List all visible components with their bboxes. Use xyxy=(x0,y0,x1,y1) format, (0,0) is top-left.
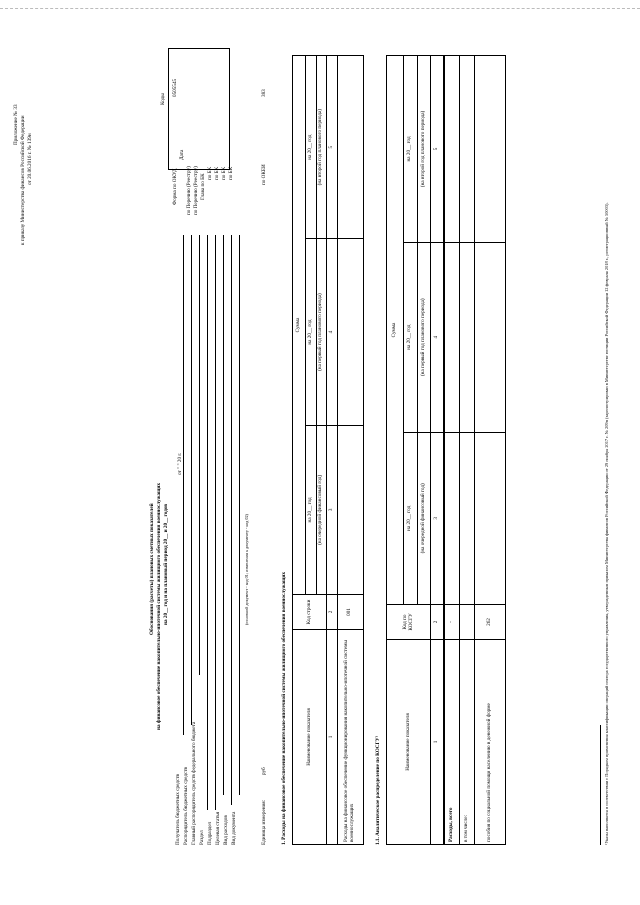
row-cell[interactable] xyxy=(337,239,363,425)
section11-table xyxy=(386,55,506,845)
code-label: по БК xyxy=(214,166,220,180)
order-line: к приказу Министерства финансов Российской Федерации xyxy=(20,115,26,245)
row-code xyxy=(460,605,475,640)
doc-title: Обоснования (расчеты) плановых сметных показателей xyxy=(149,503,155,635)
req-label: Получатель бюджетных средств xyxy=(175,774,181,845)
row-code: - xyxy=(444,605,459,640)
col-y1-sub: (на очередной финансовый год) xyxy=(417,432,431,604)
req-label: Главный распорядитель средств федерального бюджета xyxy=(191,721,197,845)
col-num: 3 xyxy=(431,432,445,604)
row-name: Расходы, всего xyxy=(444,640,459,845)
col-code-header: Код по КОСГУ xyxy=(387,605,431,640)
fill-line xyxy=(183,235,184,735)
col-y1-sub: (на очередной финансовый год) xyxy=(316,425,327,594)
row-name: пособия по социальной помощи населению в денежной форме xyxy=(475,640,506,845)
doc-type-hint: (основной документ - код 01; изменения к документу - код 02) xyxy=(244,514,249,625)
okei-code: 383 xyxy=(261,89,267,97)
footnote-rule xyxy=(600,725,601,845)
code-label: по БК xyxy=(221,166,227,180)
req-label: Целевая статья xyxy=(215,811,221,845)
unit-label: Единица измерения: xyxy=(261,799,267,845)
code-label: по БК xyxy=(207,166,213,180)
row-cell[interactable] xyxy=(460,242,475,432)
col-num: 3 xyxy=(327,425,338,594)
row-cell[interactable] xyxy=(337,56,363,239)
req-label: Распорядитель бюджетных средств xyxy=(183,767,189,845)
fill-line xyxy=(239,235,240,795)
row-code: 001 xyxy=(337,595,363,630)
col-name-header: Наименование показателя xyxy=(387,640,431,845)
row-cell[interactable] xyxy=(337,425,363,594)
doc-date: от " " 20 г. xyxy=(177,452,183,475)
col-num: 2 xyxy=(431,605,445,640)
req-label: Вид расходов xyxy=(223,815,229,845)
code-label: Форма по ОКУД xyxy=(172,168,178,205)
row-cell[interactable] xyxy=(475,56,506,243)
row-cell[interactable] xyxy=(460,432,475,604)
row-name: в том числе: xyxy=(460,640,475,845)
col-num: 5 xyxy=(431,56,445,243)
doc-title-line2: на финансовое обеспечение накопительно-ипотечной системы жилищного обеспечения военнослужащих xyxy=(156,482,162,730)
row-cell[interactable] xyxy=(460,56,475,243)
col-y2-header: на 20__ год xyxy=(306,239,317,425)
col-sum-header: Сумма xyxy=(293,56,306,595)
row-name: Расходы на финансовое обеспечение функционирования накопительно-ипотечной системы военнослужащих xyxy=(337,630,363,845)
fill-line xyxy=(231,235,232,805)
col-num: 1 xyxy=(431,640,445,845)
code-label: Дата xyxy=(179,149,185,160)
code-label: по Перечню (Реестру) xyxy=(186,166,192,215)
col-y2-sub: (на первый год планового периода) xyxy=(417,242,431,432)
fill-line xyxy=(207,235,208,810)
col-y3-sub: (на второй год планового периода) xyxy=(316,56,327,239)
col-y3-header: на 20__ год xyxy=(306,56,317,239)
okud-code: 0505545 xyxy=(172,78,178,97)
col-num: 2 xyxy=(327,595,338,630)
col-num: 4 xyxy=(431,242,445,432)
section1-table xyxy=(292,55,364,845)
doc-period: на 20__ год и на плановый период 20__ и 20__ годов xyxy=(163,503,169,625)
section11-title: 1.1. Аналитическое распределение по КОСГУ¹ xyxy=(375,735,381,845)
fill-line xyxy=(199,235,200,675)
req-label: Вид документа xyxy=(231,811,237,845)
fill-line xyxy=(191,235,192,725)
col-y1-header: на 20__ год xyxy=(404,432,418,604)
fill-line xyxy=(215,235,216,810)
col-y1-header: на 20__ год xyxy=(306,425,317,594)
row-cell[interactable] xyxy=(444,242,459,432)
row-cell[interactable] xyxy=(444,432,459,604)
col-code-header: Код строки xyxy=(293,595,327,630)
codes-box xyxy=(168,48,230,170)
row-cell[interactable] xyxy=(444,56,459,243)
col-y3-header: на 20__ год xyxy=(404,56,418,243)
col-name-header: Наименование показателя xyxy=(293,630,327,845)
order-date: от 20.06.2016 г. № 139н xyxy=(27,133,33,185)
codes-header: Коды xyxy=(160,93,166,105)
col-sum-header: Сумма xyxy=(387,56,404,605)
col-y3-sub: (на второй год планового периода) xyxy=(417,56,431,243)
okei-label: по ОКЕИ xyxy=(261,164,267,185)
col-num: 1 xyxy=(327,630,338,845)
row-cell[interactable] xyxy=(475,242,506,432)
code-label: по БК xyxy=(228,166,234,180)
col-y2-sub: (на первый год планового периода) xyxy=(316,239,327,425)
req-label: Раздел xyxy=(199,830,205,845)
col-y2-header: на 20__ год xyxy=(404,242,418,432)
section1-title: 1. Расходы на финансовое обеспечение накопительно-ипотечной системы жилищного обеспечения военнослужащих xyxy=(281,571,287,845)
unit-value: руб xyxy=(261,767,267,775)
code-label: по Перечню (Реестру) xyxy=(193,166,199,215)
row-code: 262 xyxy=(475,605,506,640)
footnote: ¹Указы наполнятся в соответствии с Порядком применения классификации операций сектора государственного управления, утвержденным приказом Министерства финансов Российской Федерации от 29 ноября 2017 г. № 209н (зарегистрирован в Министерстве юстиции Российской Федерации 12 февраля 2018 г., регистрационный № 50003). xyxy=(604,202,609,845)
appendix-label: Приложение № 33 xyxy=(13,104,19,145)
fill-line xyxy=(223,235,224,795)
col-num: 4 xyxy=(327,239,338,425)
row-cell[interactable] xyxy=(475,432,506,604)
code-label: Глава по БК xyxy=(200,173,206,200)
req-label: Подраздел xyxy=(207,821,213,845)
col-num: 5 xyxy=(327,56,338,239)
